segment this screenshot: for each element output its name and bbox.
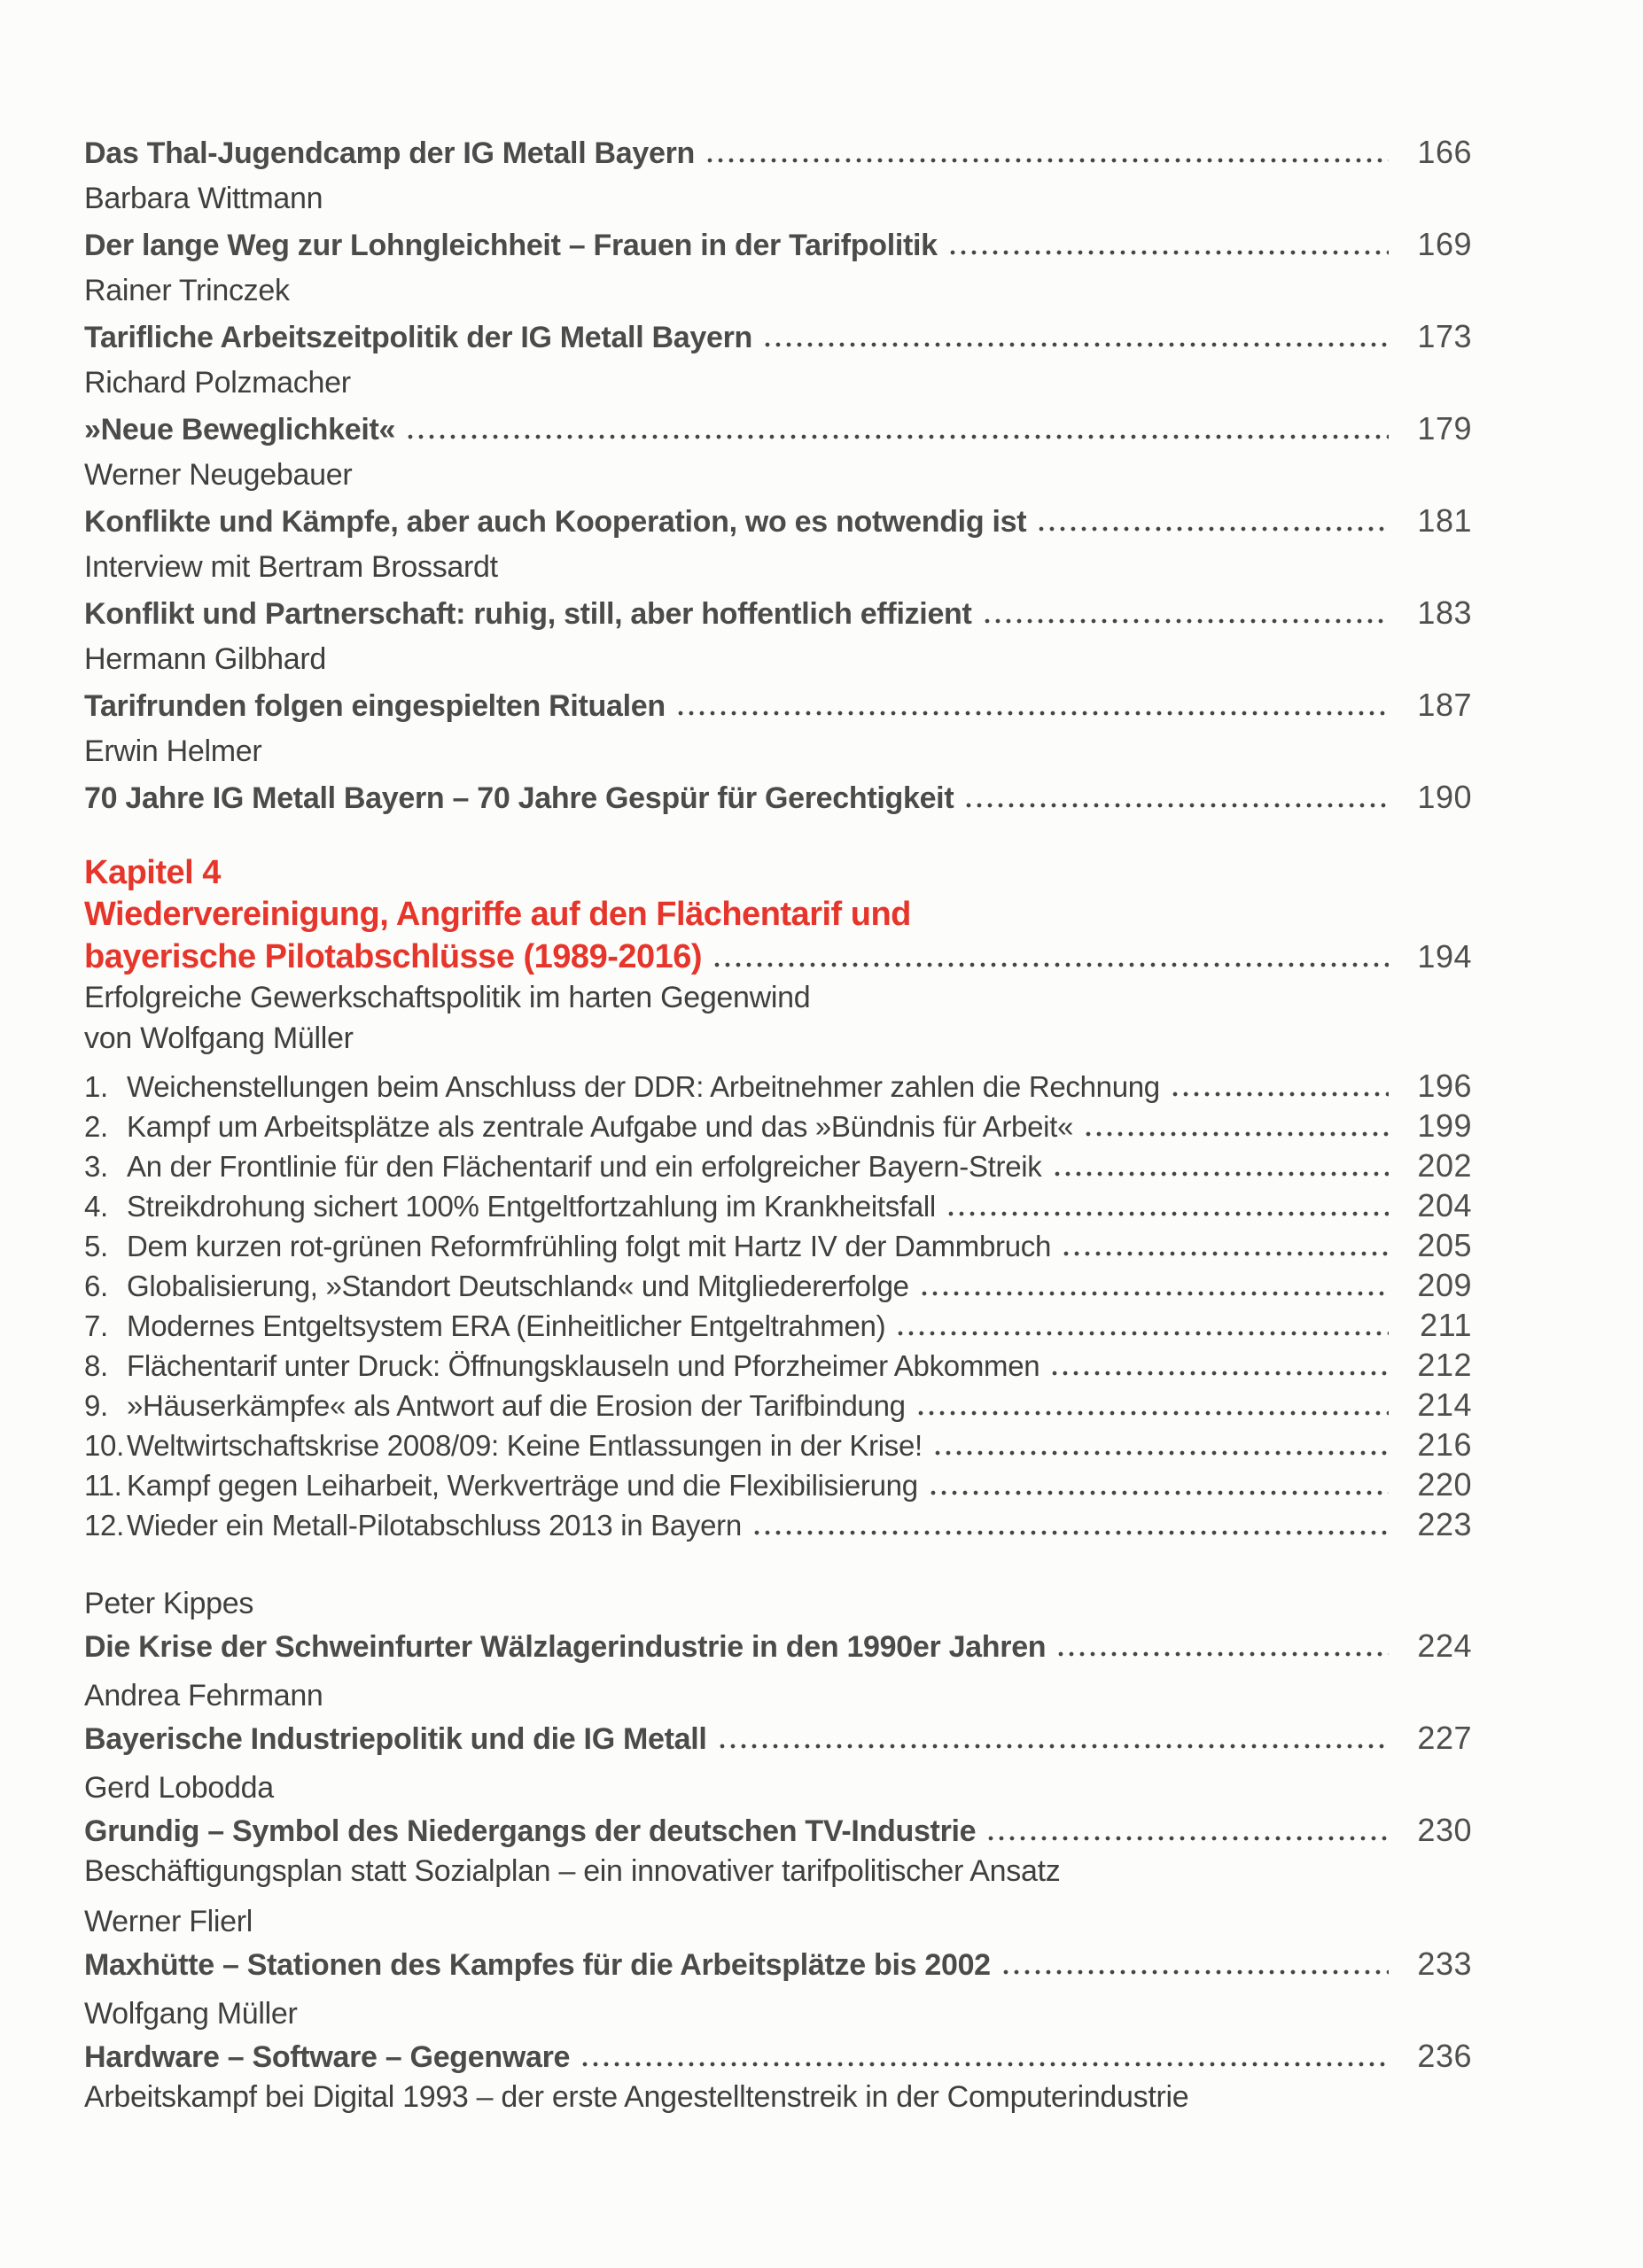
item-title: An der Frontlinie für den Flächentarif und ein erfolgreicher Bayern-Streik [127,1150,1042,1183]
toc-entry [84,1717,1472,1759]
item-page-number: 223 [1417,1506,1472,1542]
chapter-title-line2: bayerische Pilotabschlüsse (1989-2016) [84,938,703,975]
toc-entry [84,682,1472,728]
item-number: 10. [84,1429,124,1462]
entry-title: Grundig – Symbol des Niedergangs der deutschen TV-Industrie [84,1814,977,1848]
item-title: Globalisierung, »Standort Deutschland« und Mitgliedererfolge [127,1270,909,1302]
chapter-item [84,1425,1472,1464]
chapter-item [84,1185,1472,1225]
toc-group [84,1993,1472,2118]
entry-author: Erwin Helmer [84,734,262,768]
item-title: Kampf gegen Leiharbeit, Werkverträge und die Flexibilisierung [127,1469,918,1502]
entry-author: Werner Flierl [84,1905,253,1938]
chapter-item [84,1305,1472,1345]
item-page-number: 199 [1417,1107,1472,1144]
chapter-page-number: 194 [1417,938,1472,975]
chapter-kicker: Kapitel 4 [84,854,221,891]
entry-page-number: 166 [1417,134,1472,170]
item-title: Streikdrohung sichert 100% Entgeltfortzahlung im Krankheitsfall [127,1190,936,1223]
chapter-title-row [84,936,1472,977]
dot-leader [754,1530,1389,1535]
dot-leader [966,803,1389,808]
item-number: 1. [84,1070,108,1103]
chapter-item [84,1385,1472,1425]
item-number: 4. [84,1190,108,1223]
item-page-number: 209 [1417,1267,1472,1303]
dot-leader [898,1331,1389,1336]
item-number: 5. [84,1230,108,1262]
dot-leader [922,1291,1389,1296]
dot-leader [1172,1091,1389,1097]
item-page-number: 211 [1420,1307,1472,1343]
dot-leader [1039,526,1389,532]
chapter-title-line1: Wiedervereinigung, Angriffe auf den Flächentarif und [84,896,911,933]
entry-title: Tarifliche Arbeitszeitpolitik der IG Metall Bayern [84,321,752,354]
dot-leader [1052,1371,1389,1376]
entry-author: Wolfgang Müller [84,1997,298,2031]
table-of-contents-page [84,129,1472,2127]
entry-title: Konflikte und Kämpfe, aber auch Kooperation, wo es notwendig ist [84,505,1027,539]
dot-leader [720,1744,1389,1749]
entry-author: Werner Neugebauer [84,458,353,492]
toc-group [84,1583,1472,1666]
item-title: Flächentarif unter Druck: Öffnungsklauseln und Pforzheimer Abkommen [127,1349,1040,1382]
chapter-item [84,1066,1472,1106]
entry-title: Hardware – Software – Gegenware [84,2040,571,2074]
toc-entry [84,406,1472,452]
item-page-number: 216 [1417,1426,1472,1463]
entry-subtitle: Beschäftigungsplan statt Sozialplan – ein innovativer tarifpolitischer Ansatz [84,1854,1061,1888]
entry-page-number: 173 [1417,318,1472,354]
item-page-number: 205 [1417,1227,1472,1263]
toc-entry [84,1943,1472,1984]
entry-title: Die Krise der Schweinfurter Wälzlagerindustrie in den 1990er Jahren [84,1630,1047,1664]
chapter-subtitle: Erfolgreiche Gewerkschaftspolitik im harten Gegenwind [84,981,811,1014]
dot-leader [678,711,1389,716]
entry-author: Peter Kippes [84,1587,254,1620]
entry-page-number: 224 [1417,1627,1472,1664]
entry-page-number: 181 [1417,502,1472,539]
entry-author: Gerd Lobodda [84,1771,274,1805]
dot-leader [985,618,1389,624]
dot-leader [931,1490,1389,1495]
dot-leader [408,434,1389,439]
entry-author: Andrea Fehrmann [84,1679,323,1713]
toc-group [84,1901,1472,1984]
entry-page-number: 236 [1417,2038,1472,2074]
chapter-item [84,1345,1472,1385]
dot-leader [950,250,1389,255]
dot-leader [1063,1251,1389,1256]
section-kapitel-4 [84,852,1472,1544]
item-number: 3. [84,1150,108,1183]
item-number: 7. [84,1309,108,1342]
toc-entry [84,774,1472,820]
dot-leader [935,1450,1389,1456]
item-page-number: 212 [1417,1347,1472,1383]
entry-author: Interview mit Bertram Brossardt [84,550,498,584]
chapter-byline: von Wolfgang Müller [84,1021,354,1055]
chapter-item [84,1265,1472,1305]
toc-group [84,1675,1472,1759]
chapter-item-list [84,1066,1472,1544]
dot-leader [948,1211,1389,1216]
entry-page-number: 190 [1417,779,1472,815]
section-top-entries [84,129,1472,820]
section-bottom-entries [84,1583,1472,2118]
chapter-item [84,1146,1472,1185]
toc-entry [84,1809,1472,1851]
item-title: Kampf um Arbeitsplätze als zentrale Aufgabe und das »Bündnis für Arbeit« [127,1110,1074,1143]
toc-entry [84,590,1472,636]
dot-leader [1055,1171,1390,1177]
toc-entry [84,314,1472,360]
dot-leader [1003,1969,1389,1975]
item-page-number: 214 [1417,1386,1472,1423]
dot-leader [582,2062,1389,2067]
entry-subtitle: Arbeitskampf bei Digital 1993 – der erste Angestelltenstreik in der Computerindustrie [84,2080,1189,2114]
entry-title: 70 Jahre IG Metall Bayern – 70 Jahre Gespür für Gerechtigkeit [84,781,954,815]
item-number: 2. [84,1110,108,1143]
item-number: 11. [84,1469,122,1502]
item-number: 9. [84,1389,108,1422]
item-title: Weltwirtschaftskrise 2008/09: Keine Entlassungen in der Krise! [127,1429,923,1462]
entry-title: Bayerische Industriepolitik und die IG Metall [84,1722,707,1756]
item-number: 6. [84,1270,108,1302]
item-number: 12. [84,1509,124,1542]
toc-entry [84,129,1472,175]
entry-page-number: 183 [1417,594,1472,631]
dot-leader [988,1836,1389,1841]
chapter-item [84,1225,1472,1265]
item-title: Wieder ein Metall-Pilotabschluss 2013 in Bayern [127,1509,742,1542]
toc-entry [84,221,1472,268]
entry-title: Tarifrunden folgen eingespielten Ritualen [84,689,666,723]
item-number: 8. [84,1349,108,1382]
entry-page-number: 227 [1417,1720,1472,1756]
toc-entry [84,498,1472,544]
chapter-item [84,1106,1472,1146]
item-page-number: 220 [1417,1466,1472,1503]
entry-page-number: 179 [1417,410,1472,447]
entry-page-number: 230 [1417,1812,1472,1848]
dot-leader [714,962,1389,967]
item-page-number: 204 [1417,1187,1472,1223]
dot-leader [1086,1131,1389,1137]
chapter-item [84,1504,1472,1544]
item-page-number: 196 [1417,1068,1472,1104]
entry-title: Konflikt und Partnerschaft: ruhig, still, aber hoffentlich effizient [84,597,972,631]
dot-leader [707,158,1389,163]
entry-title: Maxhütte – Stationen des Kampfes für die Arbeitsplätze bis 2002 [84,1948,991,1982]
entry-author: Richard Polzmacher [84,366,351,400]
toc-entry [84,2035,1472,2077]
dot-leader [1058,1651,1389,1657]
toc-entry [84,1625,1472,1666]
item-title: Weichenstellungen beim Anschluss der DDR: Arbeitnehmer zahlen die Rechnung [127,1070,1160,1103]
chapter-item [84,1464,1472,1504]
entry-page-number: 233 [1417,1946,1472,1982]
entry-title: »Neue Beweglichkeit« [84,413,396,447]
dot-leader [765,342,1389,347]
item-title: Dem kurzen rot-grünen Reformfrühling folgt mit Hartz IV der Dammbruch [127,1230,1052,1262]
toc-group [84,1767,1472,1892]
entry-author: Rainer Trinczek [84,274,290,307]
entry-page-number: 169 [1417,226,1472,262]
entry-author: Hermann Gilbhard [84,642,326,676]
item-title: »Häuserkämpfe« als Antwort auf die Erosion der Tarifbindung [127,1389,906,1422]
entry-title: Der lange Weg zur Lohngleichheit – Frauen in der Tarifpolitik [84,229,938,262]
dot-leader [918,1410,1389,1416]
entry-author: Barbara Wittmann [84,182,323,215]
item-title: Modernes Entgeltsystem ERA (Einheitlicher Entgeltrahmen) [127,1309,886,1342]
item-page-number: 202 [1417,1147,1472,1184]
entry-page-number: 187 [1417,687,1472,723]
entry-title: Das Thal-Jugendcamp der IG Metall Bayern [84,136,695,170]
